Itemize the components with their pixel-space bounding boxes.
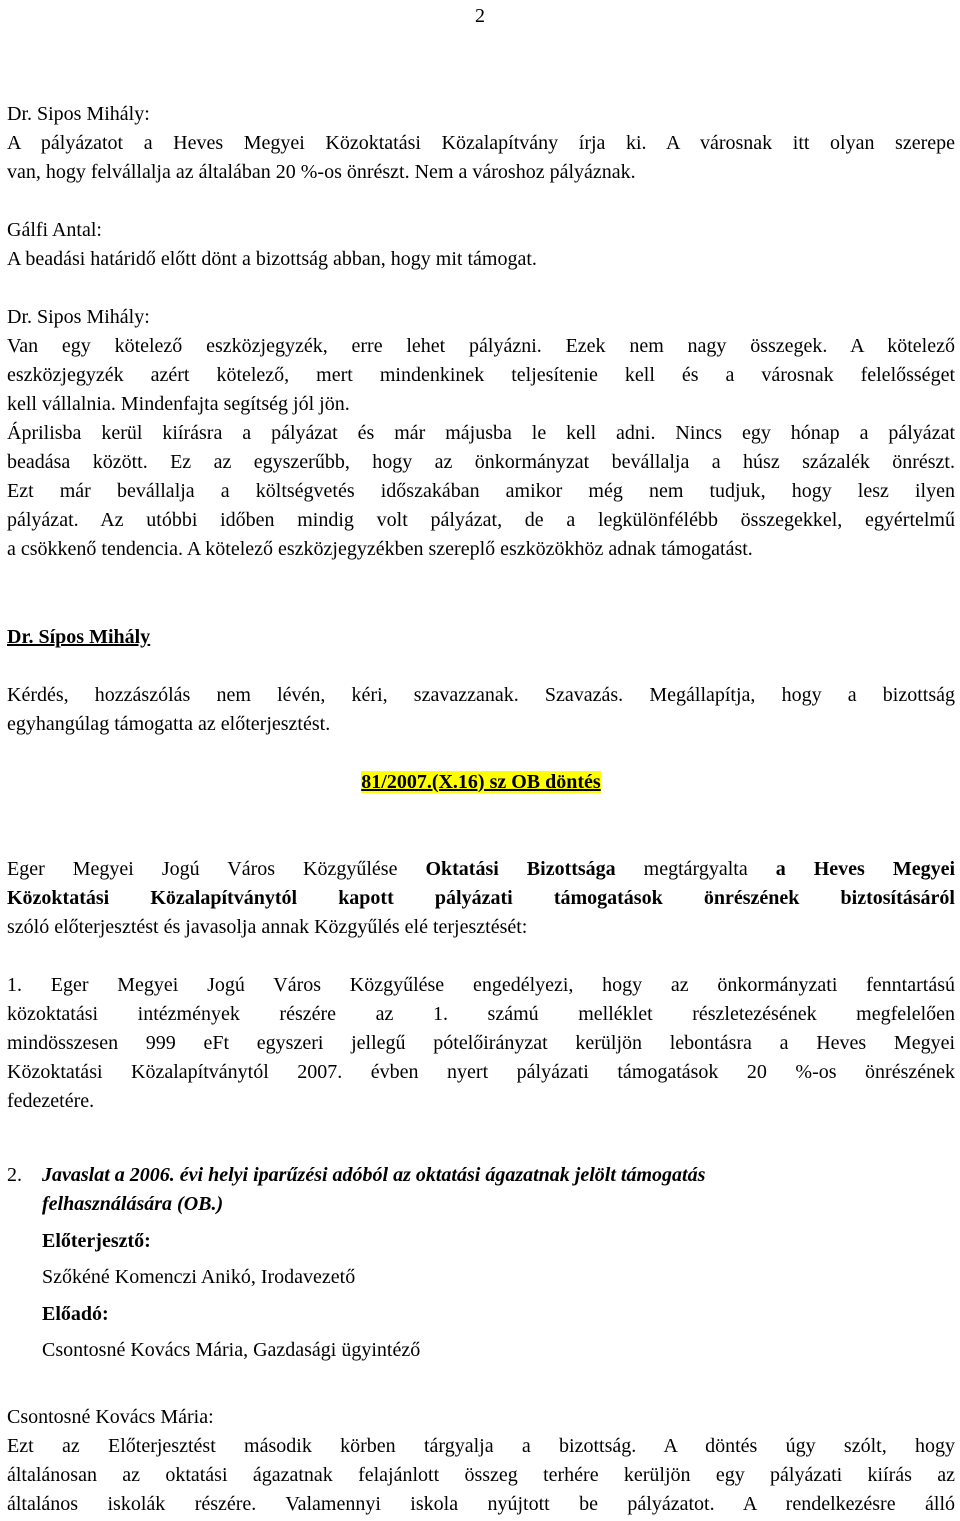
speech-line: Áprilisba kerül kiírásra a pályázat és már májusba le kell adni. Nincs egy hónap a pályázat [7,422,955,444]
speaker-row [7,1336,955,1365]
speech-line: pályázat. Az utóbbi időben mindig volt pályázat, de a legkülönfélébb összegekkel, egyértelmű [7,509,955,531]
decision-intro [7,855,955,942]
speech-sipos-1 [7,100,955,187]
decision-intro-line-3: szóló előterjesztést és javasolja annak Közgyűlés elé terjesztését: [7,916,528,938]
speech-line: a csökkenő tendencia. A kötelező eszközjegyzékben szereplő eszközökhöz adnak támogatást. [7,538,753,560]
speech-galfi [7,216,955,274]
speech-line: van, hogy felvállalja az általában 20 %-os önrészt. Nem a városhoz pályáznak. [7,161,636,183]
decision-item-1 [7,971,955,1116]
agenda-title-line: Javaslat a 2006. évi helyi iparűzési adóból az oktatási ágazatnak jelölt támogatás [42,1164,706,1186]
presenter-label: Előterjesztő: [42,1230,151,1252]
presenter-row [7,1263,955,1292]
agenda-title [42,1161,705,1219]
agenda-number: 2. [7,1164,22,1186]
speaker-name: Dr. Sípos Mihály [7,626,151,648]
speaker-name: Gálfi Antal: [7,219,102,241]
item-line: Közoktatási Közalapítványtól 2007. évben nyert pályázati támogatások 20 %-os önrészének [7,1061,955,1083]
speech-line: A pályázatot a Heves Megyei Közoktatási Közalapítvány írja ki. A városnak itt olyan szerepe [7,132,955,154]
decision-subject: Közoktatási Közalapítványtól kapott pályázati támogatások önrészének biztosításáról [7,887,955,909]
speech-csontosne [7,1403,955,1519]
decision-intro-line-1 [7,855,955,884]
item-line: fedezetére. [7,1090,95,1112]
committee-name: Oktatási Bizottsága [425,858,616,880]
speaker-name: Dr. Sipos Mihály: [7,103,150,125]
presenter-name: Szőkéné Komenczi Anikó, Irodavezető [42,1266,356,1288]
presenter-label-row [7,1227,955,1256]
intro-text-2: megtárgyalta [615,858,776,880]
item-line: mindösszesen 999 eFt egyszeri jellegű pótelőirányzat kerüljön lebontásra a Heves Megyei [7,1032,955,1054]
speech-line: Ezt már bevállalja a költségvetés időszakában amikor még nem tudjuk, hogy lesz ilyen [7,480,955,502]
speech-line: általánosan az oktatási ágazatnak felajánlott összeg terhére kerüljön egy pályázati kiírás az [7,1464,955,1486]
agenda-title-row [7,1161,955,1219]
decision-title-row [7,768,955,797]
vote-paragraph [7,681,955,739]
agenda-title-line: felhasználására (OB.) [42,1193,224,1215]
speech-sipos-3 [7,623,955,652]
speech-line: kell vállalnia. Mindenfajta segítség jól jön. [7,393,350,415]
intro-bold-2: a Heves Megyei [775,858,955,880]
speaker-label: Előadó: [42,1303,109,1325]
speech-line: általános iskolák részére. Valamennyi iskola nyújtott be pályázatot. A rendelkezésre álló [7,1493,955,1515]
speech-line: Van egy kötelező eszközjegyzék, erre lehet pályázni. Ezek nem nagy összegek. A kötelező [7,335,955,357]
speech-line: beadása között. Ez az egyszerűbb, hogy az önkormányzat bevállalja a húsz százalék önrészt. [7,451,955,473]
item-line: 1. Eger Megyei Jogú Város Közgyűlése engedélyezi, hogy az önkormányzati fenntartású [7,974,955,996]
intro-text-1: Eger Megyei Jogú Város Közgyűlése [7,858,426,880]
speech-line: egyhangúlag támogatta az előterjesztést. [7,713,331,735]
item-line: közoktatási intézmények részére az 1. számú melléklet részletezésének megfelelően [7,1003,955,1025]
decision-title: 81/2007.(X.16) sz OB döntés [361,771,601,793]
speech-line: eszközjegyzék azért kötelező, mert mindenkinek teljesítenie kell és a városnak felelősséget [7,364,955,386]
page-number: 2 [475,5,485,27]
speech-sipos-2 [7,303,955,564]
speaker-name-role: Csontosné Kovács Mária, Gazdasági ügyintéző [42,1339,421,1361]
speech-line: Kérdés, hozzászólás nem lévén, kéri, szavazzanak. Szavazás. Megállapítja, hogy a bizottság [7,684,955,706]
agenda-item-2 [7,1161,955,1219]
speaker-name: Csontosné Kovács Mária: [7,1406,214,1428]
speaker-name: Dr. Sipos Mihály: [7,306,150,328]
speech-line: Ezt az Előterjesztést második körben tárgyalja a bizottság. A döntés úgy szólt, hogy [7,1435,955,1457]
speech-line: A beadási határidő előtt dönt a bizottság abban, hogy mit támogat. [7,248,537,270]
speaker-label-row [7,1300,955,1329]
